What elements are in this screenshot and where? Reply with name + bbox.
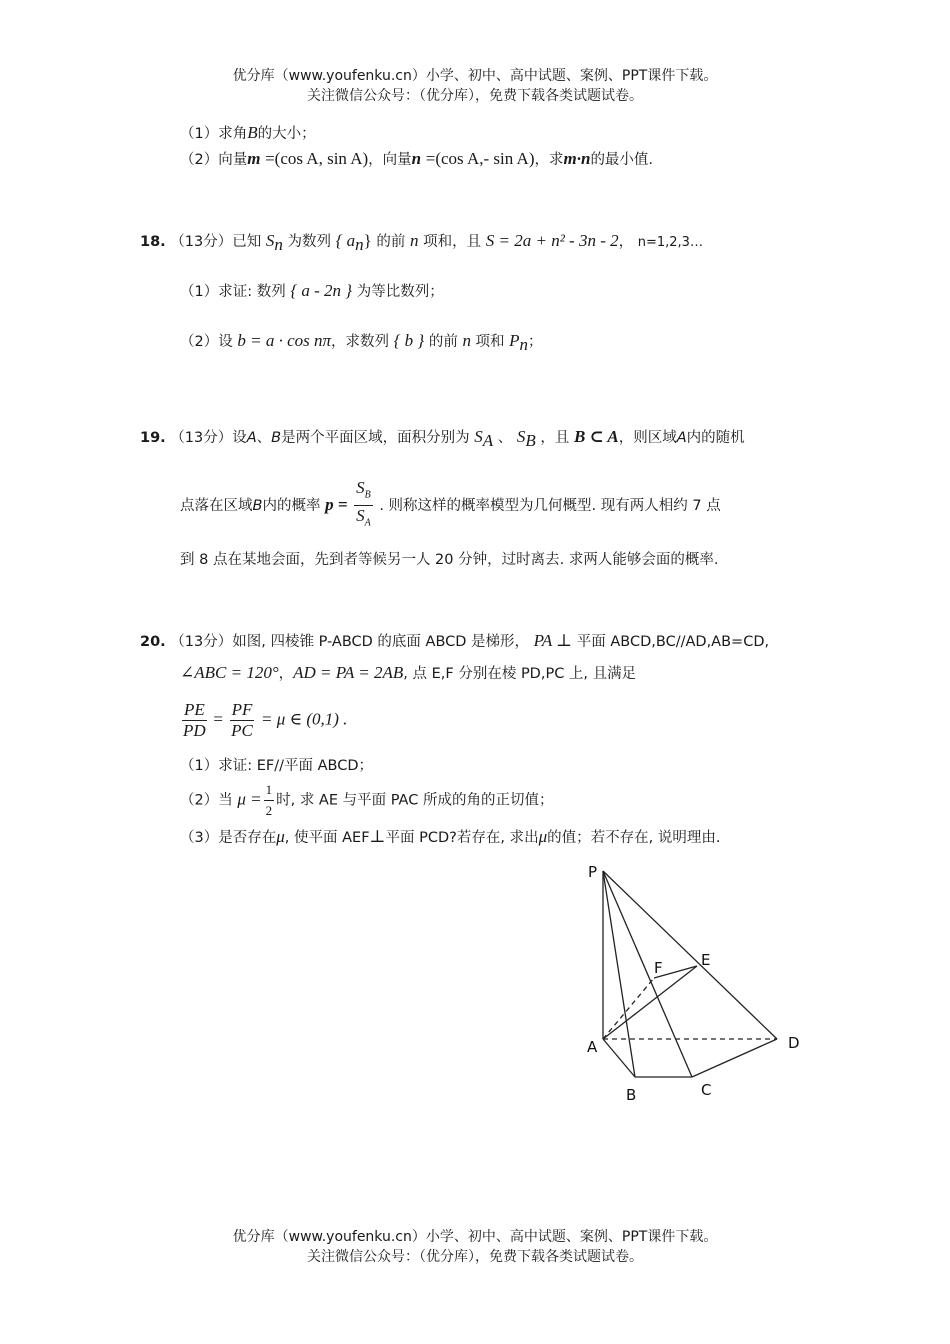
q19-number: 19. xyxy=(140,430,166,446)
q18-line1: 18. （13分）已知 $S_n$ 为数列 { $a_n$} 的前 n 项和，且 S = 2a + n² - 3n - 2， n=1,2,3… xyxy=(140,231,703,254)
footer-line-2: 关注微信公众号：（优分库），免费下载各类试题试卷。 xyxy=(307,1249,643,1265)
q20-part2: （2）当 μ = $\frac{1}{2}$ 时, 求 AE 与平面 PAC 所成的角的正切值； xyxy=(180,782,554,818)
q18-part1: （1）求证: 数列 { a - 2n } 为等比数列； xyxy=(180,281,444,300)
label-F: F xyxy=(654,959,663,977)
q20-part3: （3）是否存在μ, 使平面 AEF⊥平面 PCD?若存在, 求出μ的值；若不存在, 说明理由. xyxy=(180,827,721,846)
footer-line-1: 优分库（www.youfenku.cn）小学、初中、高中试题、案例、PPT课件下载。 xyxy=(232,1229,718,1245)
q20-number: 20. xyxy=(140,634,166,650)
q20-line2: ∠ABC = 120°，AD = PA = 2AB, 点 E,F 分别在棱 PD,PC 上, 且满足 xyxy=(180,663,637,682)
q19-probability-fraction: $\frac{S_B}{S_A}$ xyxy=(356,478,371,529)
q19-line3: 到 8 点在某地会面，先到者等候另一人 20 分钟，过时离去. 求两人能够会面的概率. xyxy=(180,552,719,568)
label-E: E xyxy=(701,951,711,969)
header-line-1: 优分库（www.youfenku.cn）小学、初中、高中试题、案例、PPT课件下载。 xyxy=(232,68,718,84)
edge-PC xyxy=(603,871,692,1077)
label-C: C xyxy=(701,1081,712,1099)
q18-part2: （2）设 b = a · cos nπ，求数列 { b } 的前 n 项和 $P_n$； xyxy=(180,331,543,354)
q20-part1: （1）求证: EF//平面 ABCD； xyxy=(180,758,374,774)
q20-line1: 20. （13分）如图, 四棱锥 P-ABCD 的底面 ABCD 是梯形， PA ⊥ 平面 ABCD,BC//AD,AB=CD, xyxy=(140,631,770,650)
header-line-2: 关注微信公众号：（优分库），免费下载各类试题试卷。 xyxy=(307,88,643,104)
q18-formula: S = 2a + n² - 3n - 2 xyxy=(485,231,619,250)
page-header xyxy=(0,66,950,106)
pyramid-figure xyxy=(570,855,820,1115)
q19-line1: 19. （13分）设A、B是两个平面区域，面积分别为 $S_A$ 、 $S_B$ ，且 B ⊂ A，则区域A内的随机 xyxy=(140,427,745,450)
q17-part1: （1）求角B的大小； xyxy=(180,123,316,142)
q17-part2: （2）向量m =(cos A, sin A)，向量n =(cos A,- sin A)，求m·n的最小值. xyxy=(180,149,654,168)
page-footer xyxy=(0,1227,950,1267)
label-D: D xyxy=(788,1034,800,1052)
q20-ratio: $\frac{PE}{PD}$ = $\frac{PF}{PC}$ = μ ∈ (0,1) . xyxy=(183,700,348,740)
edge-CD xyxy=(692,1039,777,1077)
edge-AF-hidden xyxy=(603,978,654,1039)
edge-AE xyxy=(603,966,697,1039)
edge-PB xyxy=(603,871,635,1077)
label-P: P xyxy=(588,863,598,881)
label-A: A xyxy=(587,1038,598,1056)
edge-PD xyxy=(603,871,777,1039)
label-B: B xyxy=(626,1086,637,1104)
q18-number: 18. xyxy=(140,234,166,250)
q19-line2: 点落在区域B内的概率 p = $\frac{S_B}{S_A}$ . 则称这样的概率模型为几何概型. 现有两人相约 7 点 xyxy=(180,478,721,534)
